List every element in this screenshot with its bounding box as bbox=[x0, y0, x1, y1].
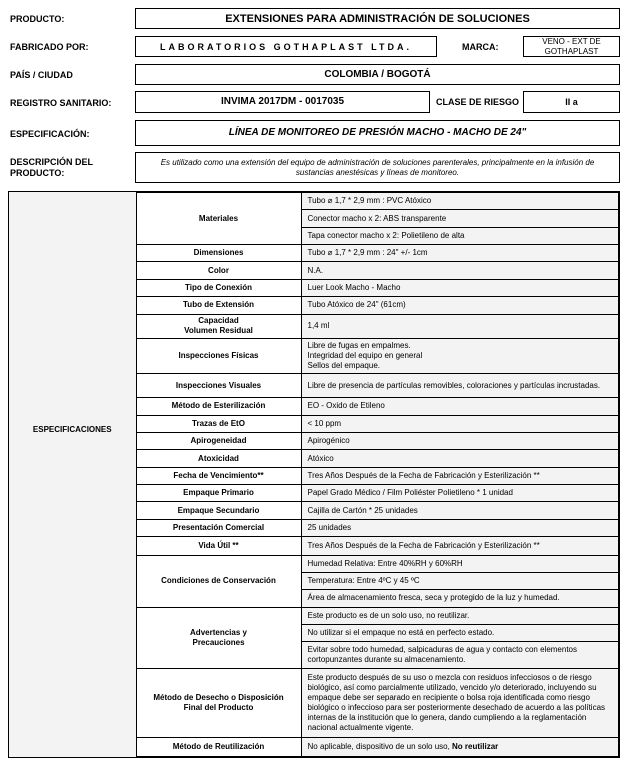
materiales-value-2: Conector macho x 2: ABS transparente bbox=[301, 210, 619, 227]
table-row bbox=[9, 193, 619, 210]
capacidad-name-line2: Volumen Residual bbox=[184, 326, 253, 336]
vida-util-value: Tres Años Después de la Fecha de Fabricación y Esterilización ** bbox=[301, 537, 619, 555]
pais-value: COLOMBIA / BOGOTÁ bbox=[135, 64, 620, 85]
insp-fisicas-name: Inspecciones Físicas bbox=[136, 339, 301, 374]
color-name: Color bbox=[136, 262, 301, 279]
marca-value: VENO - EXT DE GOTHAPLAST bbox=[523, 36, 620, 57]
tipo-conexion-value: Luer Look Macho - Macho bbox=[301, 279, 619, 296]
specifications-section bbox=[8, 191, 620, 758]
color-value: N.A. bbox=[301, 262, 619, 279]
materiales-value-1: Tubo ⌀ 1,7 * 2,9 mm : PVC Atóxico bbox=[301, 193, 619, 210]
tubo-extension-value: Tubo Atóxico de 24" (61cm) bbox=[301, 297, 619, 314]
capacidad-value: 1,4 ml bbox=[301, 314, 619, 339]
trazas-name: Trazas de EtO bbox=[136, 415, 301, 432]
materiales-value-3: Tapa conector macho x 2: Polietileno de alta bbox=[301, 227, 619, 244]
empaque-secundario-name: Empaque Secundario bbox=[136, 502, 301, 519]
apirogeneidad-value: Apirogénico bbox=[301, 433, 619, 450]
specifications-table bbox=[9, 192, 619, 757]
capacidad-name bbox=[136, 314, 301, 339]
vencimiento-value: Tres Años Después de la Fecha de Fabricación y Esterilización ** bbox=[301, 467, 619, 484]
pais-label: PAÍS / CIUDAD bbox=[10, 70, 73, 80]
conservacion-value-1: Humedad Relativa: Entre 40%RH y 60%RH bbox=[301, 555, 619, 572]
desecho-name-line1: Método de Desecho o Disposición bbox=[153, 693, 284, 703]
advertencias-value-3: Evitar sobre todo humedad, salpicaduras de agua y contacto con elementos cortopunzantes durante su almacenamiento. bbox=[301, 642, 619, 669]
reutilizacion-name: Método de Reutilización bbox=[136, 738, 301, 757]
registro-value: INVIMA 2017DM - 0017035 bbox=[135, 91, 430, 113]
presentacion-value: 25 unidades bbox=[301, 519, 619, 536]
descripcion-label: DESCRIPCIÓN DEL PRODUCTO: bbox=[10, 157, 93, 178]
esterilizacion-value: EO - Oxido de Etileno bbox=[301, 398, 619, 415]
conservacion-value-3: Área de almacenamiento fresca, seca y protegido de la luz y humedad. bbox=[301, 590, 619, 607]
esterilizacion-name: Método de Esterilización bbox=[136, 398, 301, 415]
advertencias-value-2: No utilizar si el empaque no está en perfecto estado. bbox=[301, 624, 619, 641]
producto-value: EXTENSIONES PARA ADMINISTRACIÓN DE SOLUCIONES bbox=[135, 8, 620, 29]
reutilizacion-bold: No reutilizar bbox=[452, 742, 499, 752]
marca-label: MARCA: bbox=[462, 42, 499, 52]
tubo-extension-name: Tubo de Extensión bbox=[136, 297, 301, 314]
especificacion-label: ESPECIFICACIÓN: bbox=[10, 129, 90, 139]
registro-label: REGISTRO SANITARIO: bbox=[10, 98, 112, 108]
insp-visuales-value: Libre de presencia de partículas removibles, coloraciones y partículas incrustadas. bbox=[301, 373, 619, 398]
trazas-value: < 10 ppm bbox=[301, 415, 619, 432]
reutilizacion-plain: No aplicable, dispositivo de un solo uso, bbox=[307, 742, 453, 752]
insp-fisicas-line2: Integridad del equipo en general bbox=[307, 350, 423, 360]
advertencias-name-line2: Precauciones bbox=[192, 637, 245, 647]
tipo-conexion-name: Tipo de Conexión bbox=[136, 279, 301, 296]
descripcion-value: Es utilizado como una extensión del equipo de administración de soluciones parenterales, principalmente en la infusión de sustancias anestésicas y líneas de monitoreo. bbox=[135, 152, 620, 183]
conservacion-value-2: Temperatura: Entre 4ºC y 45 ºC bbox=[301, 572, 619, 589]
advertencias-value-1: Este producto es de un solo uso, no reutilizar. bbox=[301, 607, 619, 624]
fabricado-label: FABRICADO POR: bbox=[10, 42, 89, 52]
atoxicidad-name: Atoxicidad bbox=[136, 450, 301, 467]
apirogeneidad-name: Apirogeneidad bbox=[136, 433, 301, 450]
fabricado-value bbox=[135, 36, 437, 57]
advertencias-name-line1: Advertencias y bbox=[190, 627, 247, 637]
vida-util-name: Vida Útil ** bbox=[136, 537, 301, 555]
empaque-primario-name: Empaque Primario bbox=[136, 485, 301, 502]
desecho-name bbox=[136, 668, 301, 737]
desecho-value: Este producto después de su uso o mezcla con residuos infecciosos o de riesgo biológico, así como parcialmente utilizado, vencido y/o deteriorado, incluyendo su empaque debe ser separado en recipiente o bolsa roja identificada como riesgo biológico o infeccioso para ser posteriormente desechado de acuerdo a las políticas internas de la institución que lo genera, dando cumpliendo a la reglamentación nacional actualmente vigente. bbox=[301, 668, 619, 737]
advertencias-name bbox=[136, 607, 301, 668]
insp-visuales-name: Inspecciones Visuales bbox=[136, 373, 301, 398]
presentacion-name: Presentación Comercial bbox=[136, 519, 301, 536]
producto-label: PRODUCTO: bbox=[10, 14, 65, 24]
atoxicidad-value: Atóxico bbox=[301, 450, 619, 467]
empaque-primario-value: Papel Grado Médico / Film Poliéster Polietileno * 1 unidad bbox=[301, 485, 619, 502]
especificaciones-filler bbox=[9, 668, 136, 756]
fabricado-text: LABORATORIOS GOTHAPLAST LTDA. bbox=[160, 41, 412, 52]
vencimiento-name: Fecha de Vencimiento** bbox=[136, 467, 301, 484]
capacidad-name-line1: Capacidad bbox=[198, 316, 239, 326]
especificaciones-label: ESPECIFICACIONES bbox=[9, 193, 136, 669]
dimensiones-value: Tubo ⌀ 1,7 * 2,9 mm : 24" +/- 1cm bbox=[301, 245, 619, 262]
insp-fisicas-line1: Libre de fugas en empalmes. bbox=[307, 340, 411, 350]
materiales-name: Materiales bbox=[136, 193, 301, 245]
clase-label: CLASE DE RIESGO bbox=[436, 97, 520, 107]
desecho-name-line2: Final del Producto bbox=[183, 703, 254, 713]
clase-value: II a bbox=[523, 91, 620, 113]
reutilizacion-value bbox=[301, 738, 619, 757]
insp-fisicas-value bbox=[301, 339, 619, 374]
table-row bbox=[9, 668, 619, 737]
insp-fisicas-line3: Sellos del empaque. bbox=[307, 360, 380, 370]
especificacion-value: LÍNEA DE MONITOREO DE PRESIÓN MACHO - MACHO DE 24" bbox=[135, 120, 620, 146]
dimensiones-name: Dimensiones bbox=[136, 245, 301, 262]
conservacion-name: Condiciones de Conservación bbox=[136, 555, 301, 607]
empaque-secundario-value: Cajilla de Cartón * 25 unidades bbox=[301, 502, 619, 519]
